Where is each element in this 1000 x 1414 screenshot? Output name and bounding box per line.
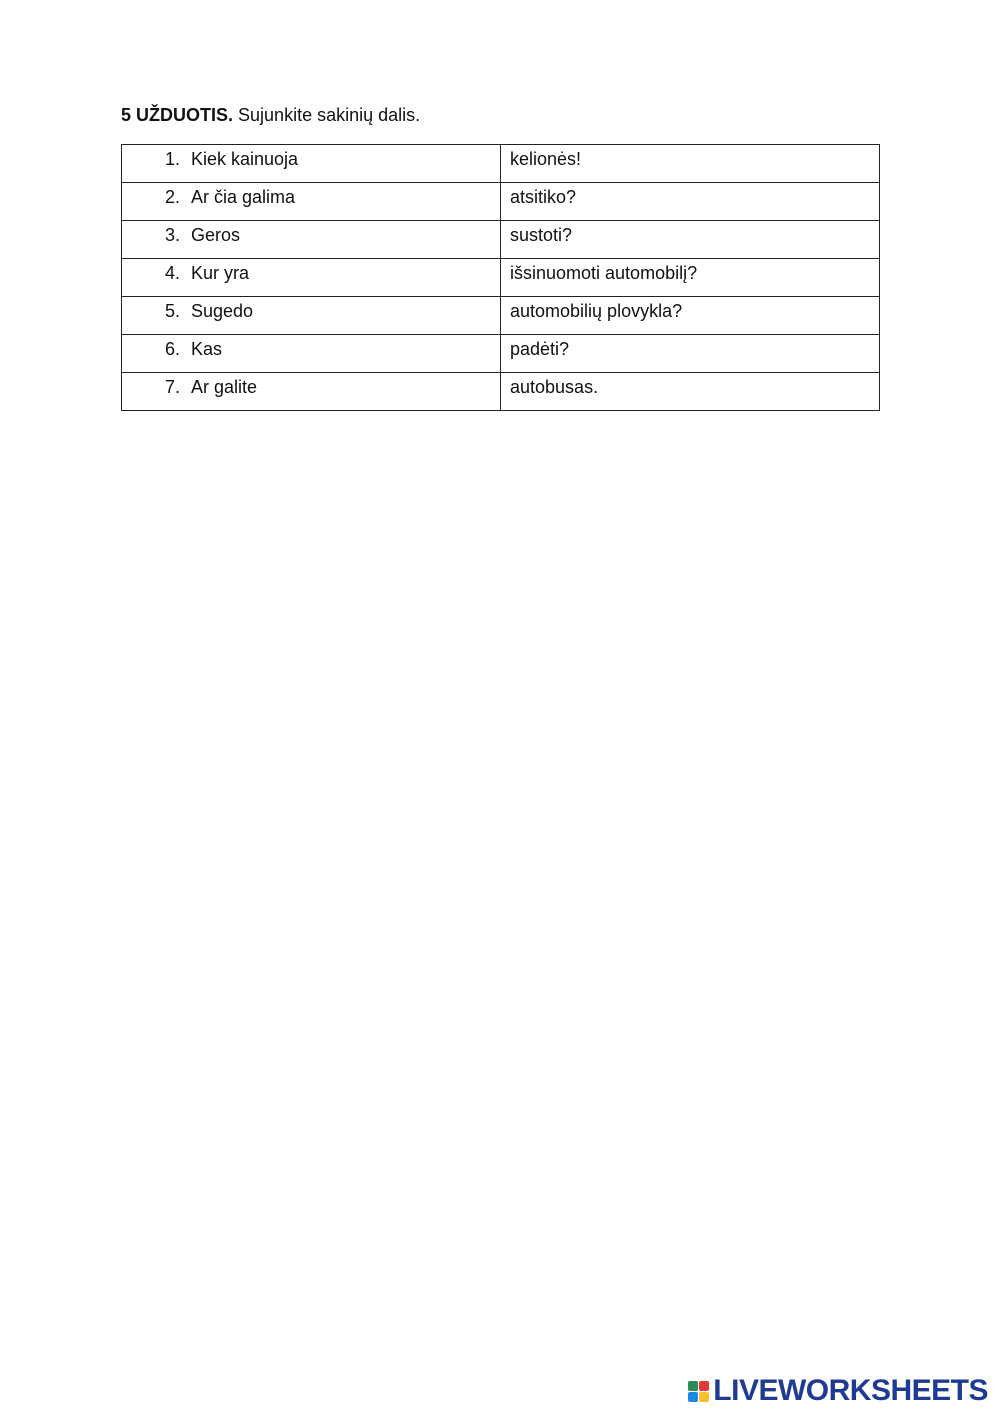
sentence-end-cell (501, 373, 880, 411)
table-row (122, 183, 880, 221)
liveworksheets-logo (688, 1374, 988, 1408)
sentence-start-text: Kiek kainuoja (191, 149, 299, 169)
row-number: 1. (164, 149, 180, 169)
row-number: 5. (164, 301, 180, 321)
logo-mark-square (699, 1381, 709, 1391)
sentence-end-text: atsitiko? (510, 187, 577, 207)
sentence-start-text: Geros (191, 225, 241, 245)
row-number: 7. (164, 377, 180, 397)
sentence-start-cell (122, 221, 501, 259)
table-row (122, 259, 880, 297)
sentence-start-text: Kas (191, 339, 223, 359)
sentence-start-cell (122, 373, 501, 411)
sentence-start-text: Ar čia galima (191, 187, 296, 207)
table-row (122, 297, 880, 335)
instruction-text: Sujunkite sakinių dalis. (238, 105, 421, 125)
sentence-end-cell (501, 145, 880, 183)
sentence-end-cell (501, 259, 880, 297)
row-number: 4. (164, 263, 180, 283)
sentence-end-text: kelionės! (510, 149, 582, 169)
sentence-start-cell (122, 145, 501, 183)
row-number: 3. (164, 225, 180, 245)
table-row (122, 221, 880, 259)
sentence-end-text: padėti? (510, 339, 570, 359)
row-number: 2. (164, 187, 180, 207)
sentence-end-text: sustoti? (510, 225, 573, 245)
sentence-end-cell (501, 221, 880, 259)
sentence-start-cell (122, 335, 501, 373)
sentence-start-text: Sugedo (191, 301, 254, 321)
logo-mark-square (699, 1392, 709, 1402)
logo-mark-square (688, 1381, 698, 1391)
sentence-start-text: Kur yra (191, 263, 250, 283)
logo-mark-square (688, 1392, 698, 1402)
sentence-start-cell (122, 183, 501, 221)
sentence-end-text: autobusas. (510, 377, 599, 397)
sentence-start-cell (122, 297, 501, 335)
sentence-start-text: Ar galite (191, 377, 258, 397)
logo-text: LIVEWORKSHEETS (713, 1374, 988, 1407)
sentence-end-text: išsinuomoti automobilį? (510, 263, 698, 283)
exercise-label: 5 UŽDUOTIS. (121, 105, 234, 125)
sentence-end-cell (501, 297, 880, 335)
sentence-end-text: automobilių plovykla? (510, 301, 683, 321)
matching-table (121, 144, 880, 411)
sentence-start-cell (122, 259, 501, 297)
logo-mark-icon (688, 1381, 709, 1402)
table-row (122, 145, 880, 183)
table-row (122, 335, 880, 373)
instruction-line (121, 103, 420, 127)
row-number: 6. (164, 339, 180, 359)
sentence-end-cell (501, 183, 880, 221)
sentence-end-cell (501, 335, 880, 373)
table-row (122, 373, 880, 411)
